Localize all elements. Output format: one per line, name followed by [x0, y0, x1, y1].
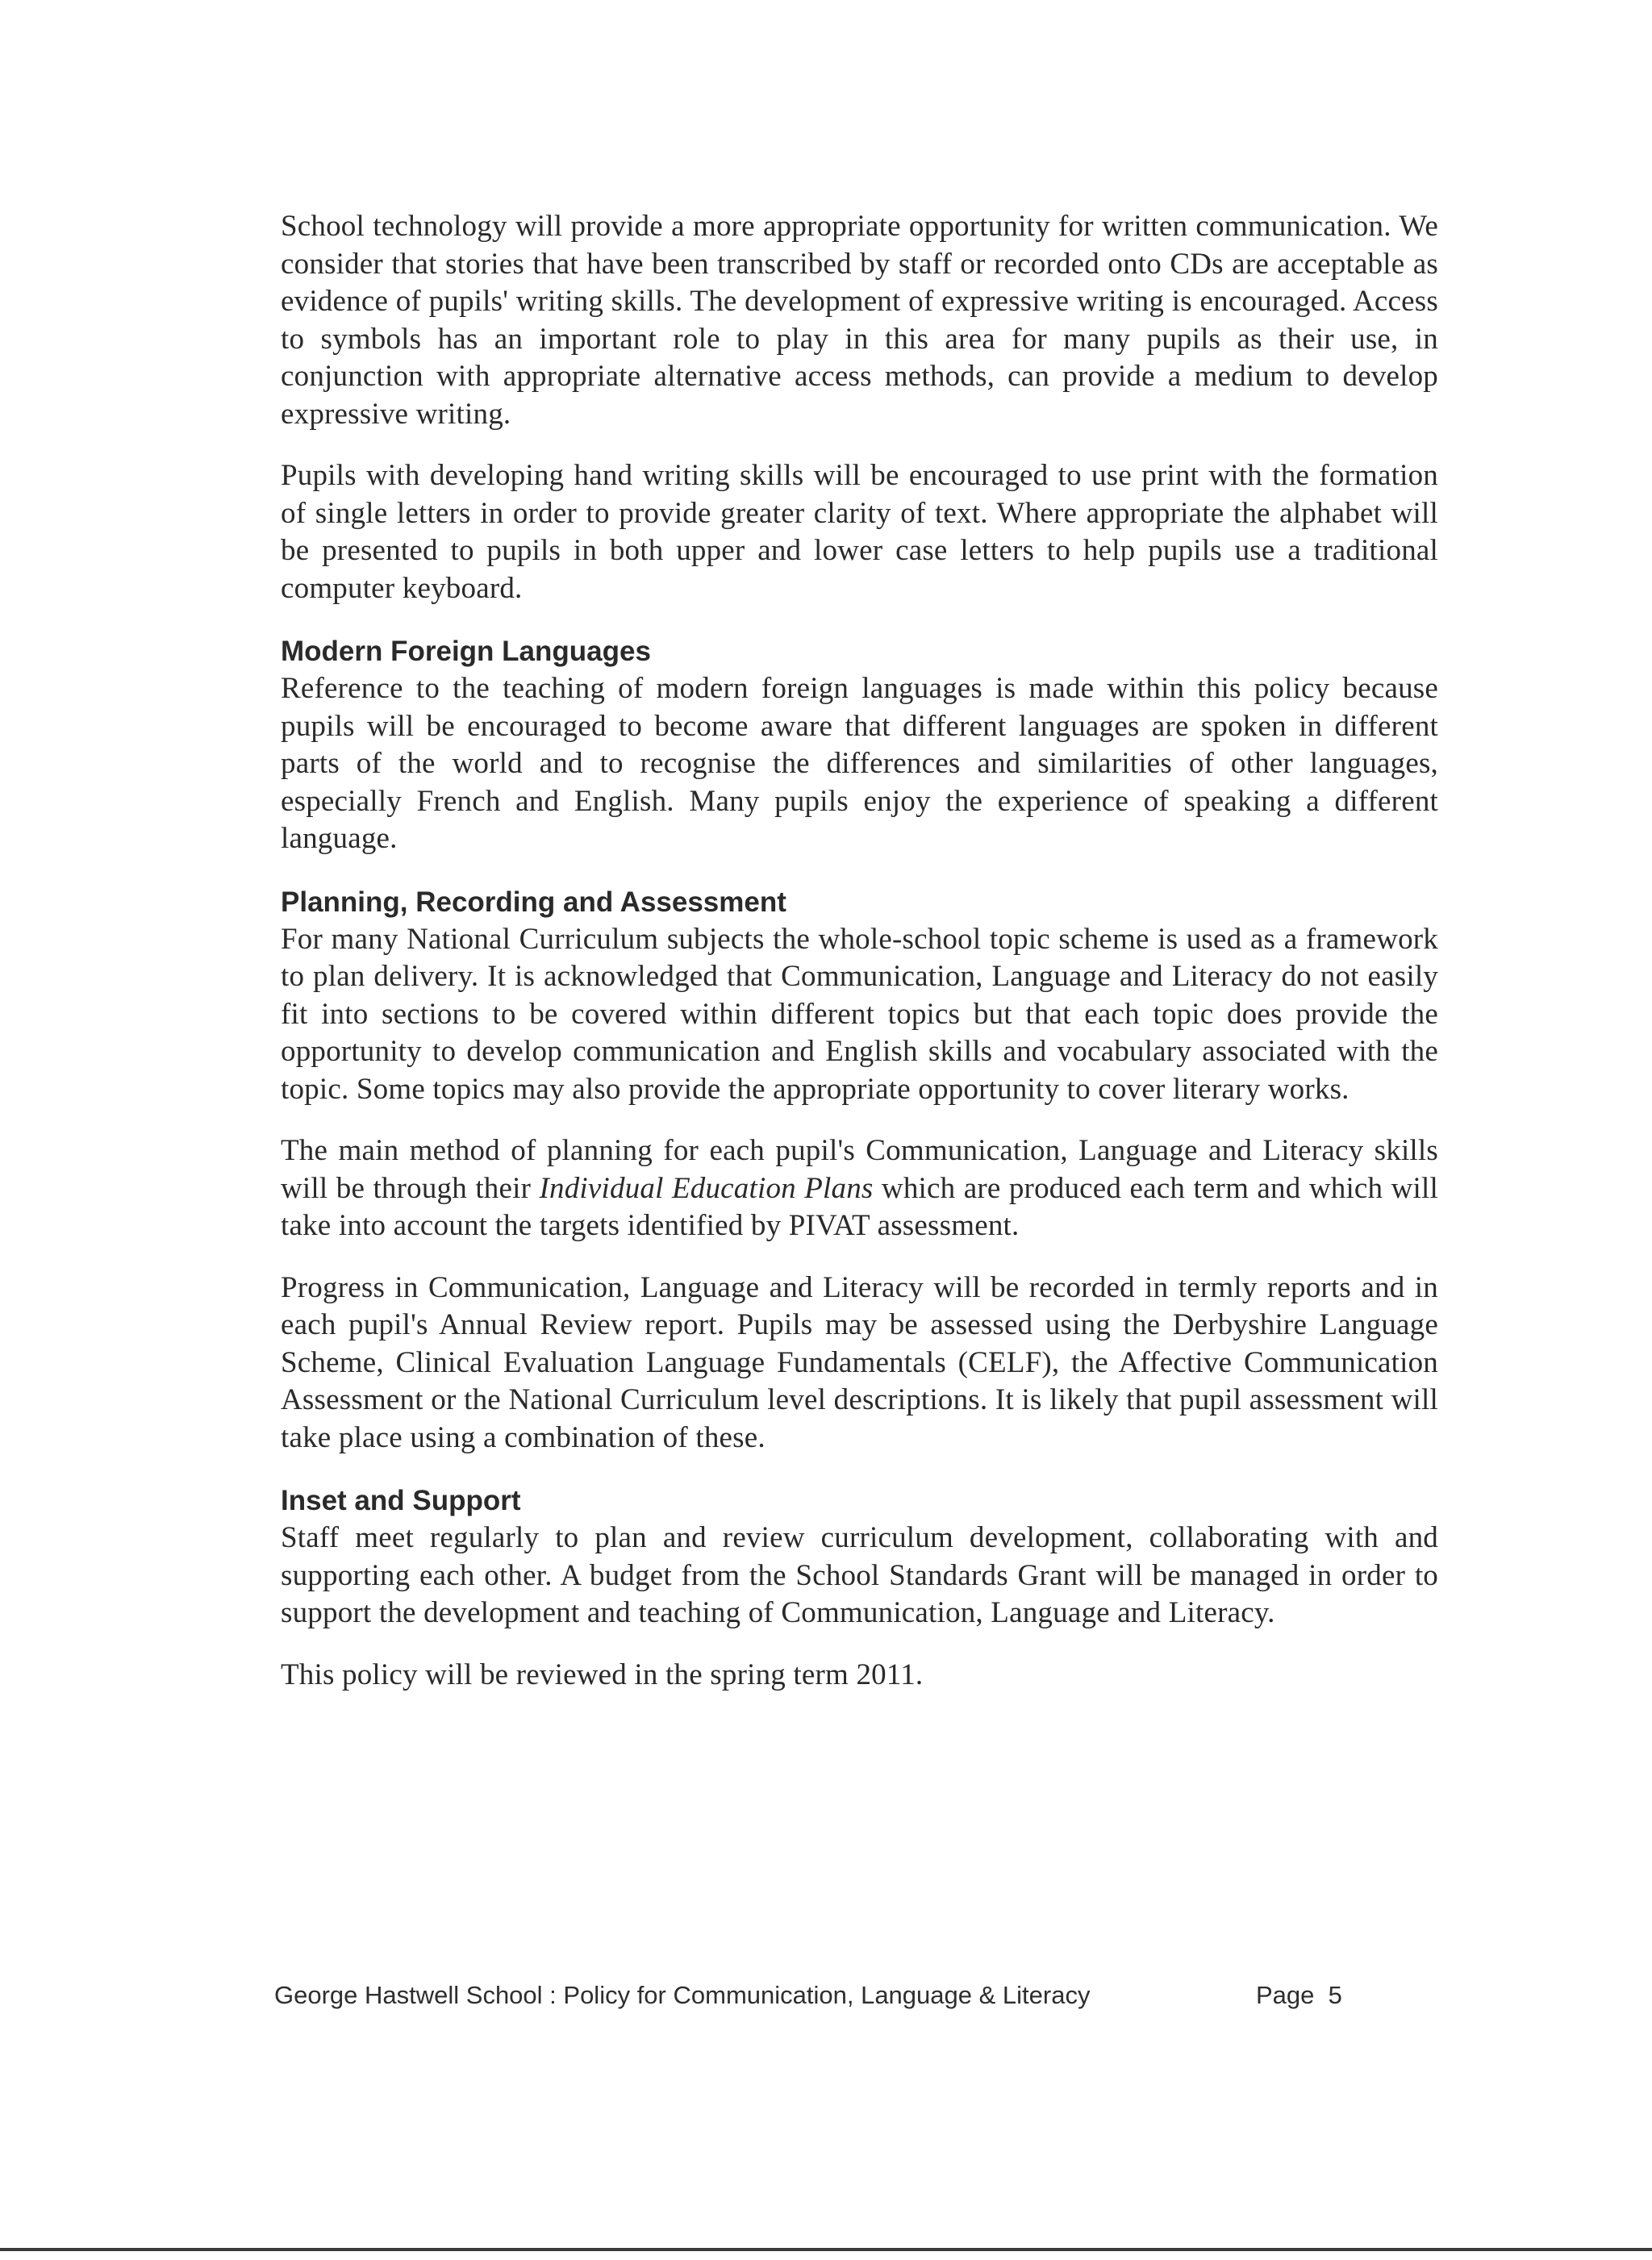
page-content: [281, 208, 1438, 1694]
scan-bottom-edge-line: [0, 2248, 1652, 2251]
paragraph-staff-meet: Staff meet regularly to plan and review curriculum development, collaborating with and supporting each other. A budget from the School Standards Grant will be managed in order to support the development and teaching of Communication, Language and Literacy.: [281, 1521, 1438, 1629]
paragraph-modern-foreign-languages: Reference to the teaching of modern foreign languages is made within this policy because pupils will be encouraged to become aware that different languages are spoken in different parts of the world and to recognise the differences and similarities of other languages, especially French and English. Many pupils enjoy the experience of speaking a different language.: [281, 672, 1438, 855]
heading-modern-foreign-languages: Modern Foreign Languages: [281, 636, 651, 667]
paragraph-progress-recording: Progress in Communication, Language and Literacy will be recorded in termly reports and in each pupil's Annual Review report. Pupils may be assessed using the Derbyshire Language Scheme, Clinical Evaluation Language Fundamentals (CELF), the Affective Communication Assessment or the National Curriculum level descriptions. It is likely that pupil assessment will take place using a combination of these.: [281, 1270, 1438, 1454]
heading-planning-recording-assessment: Planning, Recording and Assessment: [281, 886, 786, 918]
iep-text-before: The main method of planning for each pupil's Communication, Language and Literacy skills will be through their: [281, 1134, 1438, 1205]
paragraph-individual-education-plans: [281, 1132, 1438, 1245]
footer-page-number: [1256, 1979, 1342, 2012]
iep-italic-term: Individual Education Plans: [539, 1171, 874, 1205]
paragraph-hand-writing: Pupils with developing hand writing skills will be encouraged to use print with the formation of single letters in order to provide greater clarity of text. Where appropriate the alphabet will be presented to pupils in both upper and lower case letters to help pupils use a traditional computer keyboard.: [281, 459, 1438, 605]
heading-inset-and-support: Inset and Support: [281, 1485, 521, 1516]
footer-document-title: George Hastwell School : Policy for Communication, Language & Literacy: [274, 1981, 1091, 2009]
footer-page-label: Page: [1256, 1981, 1315, 2009]
paragraph-topic-scheme: For many National Curriculum subjects the whole-school topic scheme is used as a framework to plan delivery. It is acknowledged that Communication, Language and Literacy do not easily fit into sections to be covered within different topics but that each topic does provide the opportunity to develop communication and English skills and vocabulary associated with the topic. Some topics may also provide the appropriate opportunity to cover literary works.: [281, 922, 1438, 1106]
iep-text-after: which are produced each term and which will take into account the targets identified by PIVAT assessment.: [281, 1171, 1438, 1242]
paragraph-policy-review: This policy will be reviewed in the spring term 2011.: [281, 1657, 924, 1691]
footer-page-value: 5: [1328, 1981, 1342, 2009]
paragraph-written-communication: School technology will provide a more appropriate opportunity for written communication. We consider that stories that have been transcribed by staff or recorded onto CDs are acceptable as evidence of pupils' writing skills. The development of expressive writing is encouraged. Access to symbols has an important role to play in this area for many pupils as their use, in conjunction with appropriate alternative access methods, can provide a medium to develop expressive writing.: [281, 210, 1438, 431]
